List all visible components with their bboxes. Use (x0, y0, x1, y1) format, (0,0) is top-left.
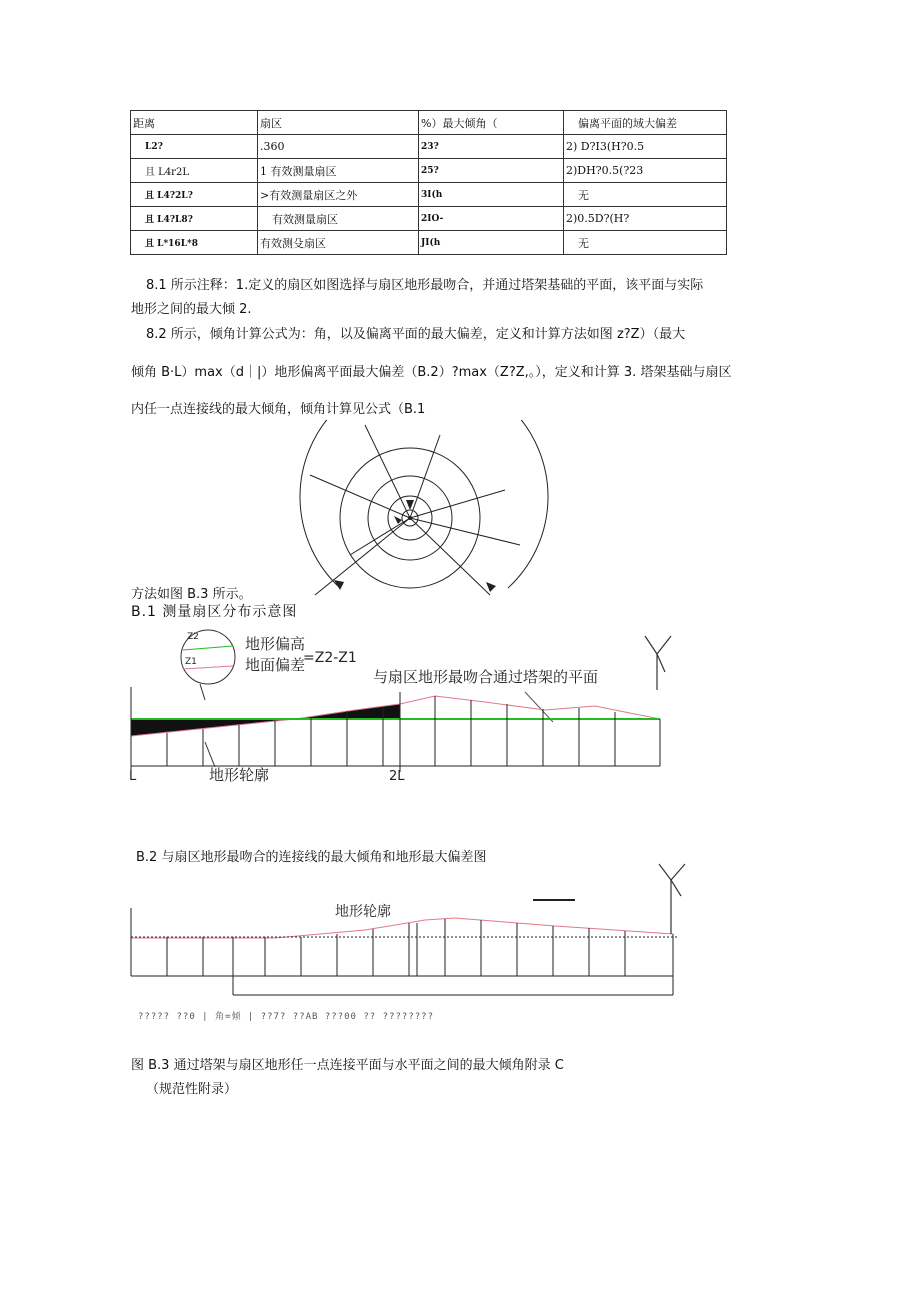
paragraph-8-2-line2: 倾角 B·L）max（d｜|）地形偏离平面最大偏差（B.2）?max（Z?Z,。），定义和计算 3. 塔架基础与扇区 (131, 365, 732, 380)
table-cell: .360 (258, 135, 419, 159)
table-row (131, 159, 727, 183)
table-cell: 无 (564, 183, 727, 207)
table-cell: 有效测殳扇区 (258, 231, 419, 255)
table-cell: 2)DH?0.5(?23 (564, 159, 727, 183)
tower-point (408, 516, 412, 520)
radial-line (350, 518, 410, 555)
table-cell: 1 有效测量扇区 (258, 159, 419, 183)
table-header-cell: 偏离平面的域大偏差 (564, 111, 727, 135)
table-row (131, 183, 727, 207)
table-cell: 且 L4?2L? (131, 183, 258, 207)
table-cell: JI(h (419, 231, 564, 255)
terrain-plane-figure (125, 858, 690, 998)
terrain-profile-line-b3 (131, 918, 673, 938)
z1-label: Z1 (185, 657, 197, 667)
axis-label-l: L (129, 769, 137, 784)
table-cell: 2)0.5D?(H? (564, 207, 727, 231)
sector-boundary-left (315, 518, 410, 595)
figure-b3-caption: 图 B.3 通过塔架与扇区地形任一点连接平面与水平面之间的最大倾角附录 C (131, 1058, 564, 1073)
figure-b3-reference: 方法如图 B.3 所示。 (131, 587, 252, 602)
radial-line (310, 475, 410, 518)
profile-label-leader (205, 742, 215, 767)
table-cell: 且 L4?L8? (131, 207, 258, 231)
arrow-head (406, 500, 414, 510)
deviation-label-1: 地形偏高 (245, 635, 306, 653)
axis-label-2l: 2L (389, 769, 405, 784)
table-header-row (131, 111, 727, 135)
table-cell: 有效测量扇区 (258, 207, 419, 231)
arrow-head (486, 582, 496, 592)
table-cell: 且 L*16L*8 (131, 231, 258, 255)
arrow-head (334, 580, 344, 590)
deviation-label-2: 地面偏差 (245, 656, 306, 674)
plane-label: 与扇区地形最吻合通过塔架的平面 (373, 668, 599, 686)
table-cell: 无 (564, 231, 727, 255)
radial-line (410, 490, 505, 518)
terrain-deviation-figure (125, 622, 685, 787)
outer-arc (300, 420, 548, 588)
wind-turbine-icon (645, 636, 671, 690)
magnifier-pointer (200, 684, 205, 700)
paragraph-8-2-line3: 内任一点连接线的最大倾角，倾角计算见公式（B.1 (131, 402, 426, 417)
profile-label-b3: 地形轮廓 (335, 904, 391, 920)
table-cell: 且 L4r2L (131, 159, 258, 183)
table-cell: 2IO- (419, 207, 564, 231)
profile-label: 地形轮廓 (209, 766, 270, 784)
table-row (131, 231, 727, 255)
plane-label-leader (525, 692, 553, 722)
figure-b1-caption: B.1 测量扇区分布示意图 (131, 604, 298, 620)
table-cell: 3I(h (419, 183, 564, 207)
appendix-subcaption: （规范性附录） (146, 1082, 238, 1097)
sector-diagram (290, 420, 550, 610)
table-cell: 25? (419, 159, 564, 183)
paragraph-8-2-line1: 8.2 所示，倾角计算公式为：角，以及偏离平面的最大偏差，定义和计算方法如图 z?Z）（最大 (146, 327, 686, 342)
table-cell: 2) D?I3(H?0.5 (564, 135, 727, 159)
table-cell: L2? (131, 135, 258, 159)
figure-b2-caption: B.2 与扇区地形最吻合的连接线的最大倾角和地形最大偏差图 (136, 850, 487, 865)
table-header-cell: 扇区 (258, 111, 419, 135)
wind-turbine-icon (659, 864, 685, 934)
deviation-formula: =Z2-Z1 (303, 650, 357, 666)
paragraph-8-1-line2: 地形之间的最大倾 2. (131, 302, 252, 317)
paragraph-8-1-line1: 8.1 所示注释：1.定义的扇区如图选择与扇区地形最吻合，并通过塔架基础的平面，该平面与实际 (146, 278, 704, 293)
spec-table (130, 110, 727, 255)
arrow-head (394, 516, 402, 524)
table-cell: >有效测量扇区之外 (258, 183, 419, 207)
table-header-cell: %）最大倾角（ (419, 111, 564, 135)
table-header-cell: 距离 (131, 111, 258, 135)
radial-line (410, 518, 520, 545)
magnifier-plane-line (183, 646, 233, 650)
figure-b3-garbled-labels: ????? ??0 | 角=倾 | ??7? ??AB ???00 ?? ???????? (138, 1012, 434, 1022)
table-cell: 23? (419, 135, 564, 159)
z2-label: Z2 (187, 632, 199, 642)
radial-line (365, 425, 410, 518)
table-row (131, 207, 727, 231)
table-row (131, 135, 727, 159)
